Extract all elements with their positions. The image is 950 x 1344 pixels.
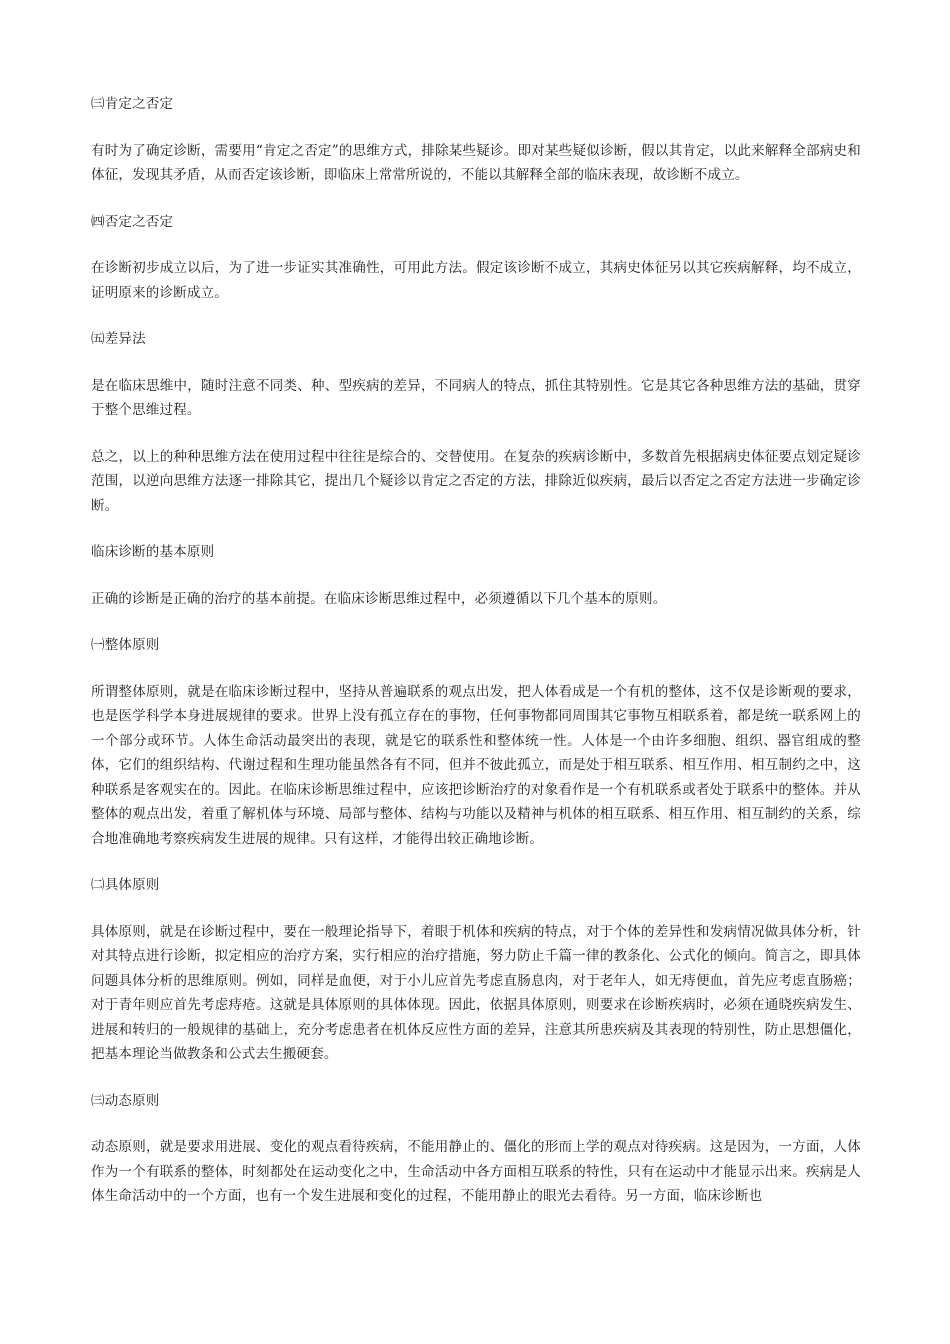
paragraph-holistic-principle: 所谓整体原则，就是在临床诊断过程中，坚持从普遍联系的观点出发，把人体看成是一个有机的整体，这不仅是诊断观的要求，也是医学科学本身进展规律的要求。世界上没有孤立存在的事物，任何事物都同周围其它事物互相联系着，都是统一联系网上的一个部分或环节。人体生命活动最突出的表现，就是它的联系性和整体统一性。人体是一个由许多细胞、组织、器官组成的整体，它们的组织结构、代谢过程和生理功能虽然各有不同，但并不彼此孤立，而是处于相互联系、相互作用、相互制约之中，这种联系是客观实在的。因此。在临床诊断思维过程中，应该把诊断治疗的对象看作是一个有机联系或者处于联系中的整体。并从整体的观点出发，着重了解机体与环境、局部与整体、结构与功能以及精神与机体的相互联系、相互作用、相互制约的关系，综合地准确地考察疾病发生进展的规律。只有这样，才能得出较正确地诊断。 bbox=[91, 683, 861, 847]
paragraph-difference-method: 是在临床思维中，随时注意不同类、种、型疾病的差异，不同病人的特点，抓住其特别性。它是其它各种思维方法的基础，贯穿于整个思维过程。 bbox=[91, 377, 861, 418]
paragraph-summary: 总之，以上的种种思维方法在使用过程中往往是综合的、交替使用。在复杂的疾病诊断中，多数首先根据病史体征要点划定疑诊范围，以逆向思维方法逐一排除其它，提出几个疑诊以肯定之否定的方法，排除近似疾病，最后以否定之否定方法进一步确定诊断。 bbox=[91, 448, 861, 514]
section-heading-difference-method: ㈤差异法 bbox=[91, 331, 146, 347]
section-heading-specific-principle: ㈡具体原则 bbox=[91, 877, 160, 893]
document-page bbox=[91, 92, 861, 1231]
paragraph-affirmation-negation: 有时为了确定诊断，需要用“肯定之否定”的思维方式，排除某些疑诊。即对某些疑似诊断，假以其肯定，以此来解释全部病史和体征，发现其矛盾，从而否定该诊断，即临床上常常所说的，不能以其解释全部的临床表现，故诊断不成立。 bbox=[91, 142, 861, 183]
paragraph-dynamic-principle: 动态原则，就是要求用进展、变化的观点看待疾病，不能用静止的、僵化的形而上学的观点对待疾病。这是因为，一方面，人体作为一个有联系的整体，时刻都处在运动变化之中，生命活动中各方面相互联系的特性，只有在运动中才能显示出来。疾病是人体生命活动中的一个方面，也有一个发生进展和变化的过程，不能用静止的眼光去看待。另一方面，临床诊断也 bbox=[91, 1139, 861, 1204]
section-heading-double-negation: ㈣否定之否定 bbox=[91, 213, 174, 230]
paragraph-double-negation: 在诊断初步成立以后，为了进一步证实其准确性，可用此方法。假定该诊断不成立，其病史体征另以其它疾病解释，均不成立，证明原来的诊断成立。 bbox=[91, 260, 861, 301]
section-heading-dynamic-principle: ㈢动态原则 bbox=[91, 1092, 160, 1109]
section-heading-basic-principles: 临床诊断的基本原则 bbox=[91, 544, 215, 560]
paragraph-specific-principle: 具体原则，就是在诊断过程中，要在一般理论指导下，着眼于机体和疾病的特点，对于个体的差异性和发病情况做具体分析，针对其特点进行诊断，拟定相应的治疗方案，实行相应的治疗措施，努力防止千篇一律的教条化、公式化的倾向。简言之，即具体问题具体分析的思维原则。例如，同样是血便，对于小儿应首先考虑直肠息肉，对于老年人，如无痔便血，首先应考虑直肠癌；对于青年则应首先考虑痔疮。这就是具体原则的具体体现。因此，依据具体原则，则要求在诊断疾病时，必须在通晓疾病发生、进展和转归的一般规律的基础上，充分考虑患者在机体反应性方面的差异，注意其所患疾病及其表现的特别性，防止思想僵化，把基本理论当做教条和公式去生搬硬套。 bbox=[91, 923, 861, 1062]
section-heading-holistic-principle: ㈠整体原则 bbox=[91, 637, 160, 653]
section-heading-affirmation-negation: ㈢肯定之否定 bbox=[91, 96, 174, 112]
paragraph-basic-principles-intro: 正确的诊断是正确的治疗的基本前提。在临床诊断思维过程中，必须遵循以下几个基本的原则。 bbox=[91, 590, 667, 607]
